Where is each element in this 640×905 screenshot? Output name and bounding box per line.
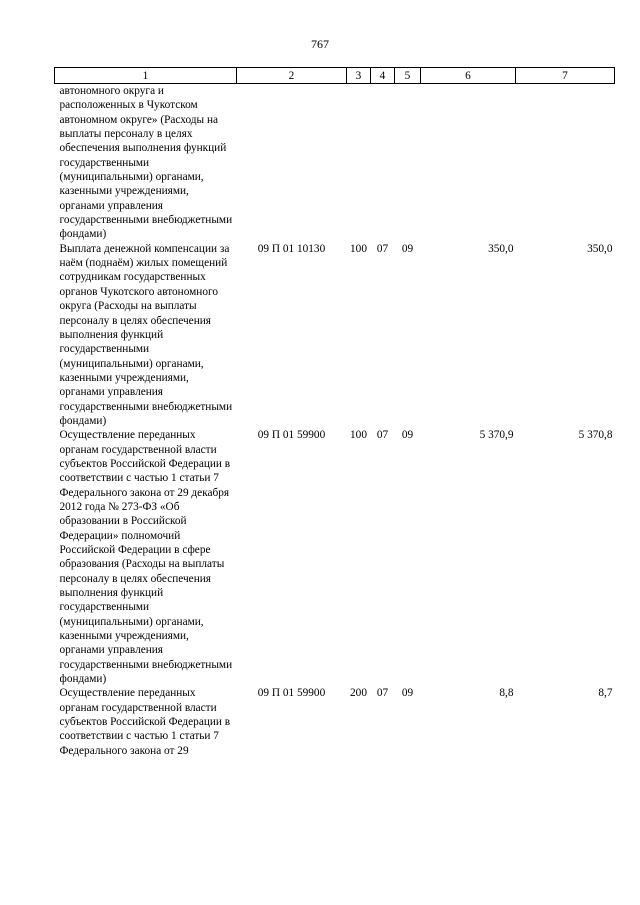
row-subsection: 09 bbox=[401, 687, 414, 700]
row-amount-actual bbox=[516, 84, 615, 242]
table-row bbox=[55, 242, 615, 428]
row-amount-actual: 8,7 bbox=[598, 687, 613, 700]
column-header-2: 2 bbox=[237, 68, 347, 84]
row-subsection: 09 bbox=[401, 429, 414, 442]
column-header-4: 4 bbox=[371, 68, 395, 84]
table-header-row bbox=[55, 68, 615, 84]
row-amount-plan: 350,0 bbox=[488, 242, 514, 255]
row-section: 07 bbox=[376, 687, 389, 700]
budget-table bbox=[54, 67, 615, 758]
row-expense-type: 100 bbox=[350, 429, 367, 442]
column-header-3: 3 bbox=[347, 68, 371, 84]
table-row bbox=[55, 84, 615, 242]
table-row bbox=[55, 686, 615, 758]
row-amount-plan: 8,8 bbox=[499, 687, 514, 700]
row-expense-type: 200 bbox=[350, 687, 367, 700]
table-row bbox=[55, 428, 615, 686]
row-section: 07 bbox=[376, 242, 389, 255]
row-subsection bbox=[395, 84, 421, 242]
column-header-5: 5 bbox=[395, 68, 421, 84]
row-amount-actual: 350,0 bbox=[587, 242, 613, 255]
row-description: Осуществление переданных органам государственной власти субъектов Российской Федерации в соответствии с частью 1 статьи 7 Федерального закона от 29 декабря 2012 года № 273-ФЗ «Об образовании в Российской Федерации» полномочий Российской Федерации в сфере образования (Расходы на выплаты персоналу в целях обеспечения выполнения функций государственными (муниципальными) органами, казенными учреждениями, органами управления государственными внебюджетными фондами) bbox=[59, 429, 233, 686]
row-target-code: 09 П 01 59900 bbox=[257, 429, 326, 442]
row-amount-plan bbox=[421, 84, 516, 242]
row-subsection: 09 bbox=[401, 242, 414, 255]
row-amount-plan: 5 370,9 bbox=[479, 429, 514, 442]
column-header-6: 6 bbox=[421, 68, 516, 84]
row-target-code bbox=[237, 84, 347, 242]
column-header-1: 1 bbox=[55, 68, 237, 84]
column-header-7: 7 bbox=[516, 68, 615, 84]
row-amount-actual: 5 370,8 bbox=[578, 429, 613, 442]
row-description: автономного округа и расположенных в Чукотском автономном округе» (Расходы на выплаты персоналу в целях обеспечения выполнения функций государственными (муниципальными) органами, казенными учреждениями, органами управления государственными внебюджетными фондами) bbox=[59, 85, 233, 241]
row-expense-type: 100 bbox=[350, 242, 367, 255]
row-description: Выплата денежной компенсации за наём (поднаём) жилых помещений сотрудникам государственных органов Чукотского автономного округа (Расходы на выплаты персоналу в целях обеспечения выполнения функций государственными (муниципальными) органами, казенными учреждениями, органами управления государственными внебюджетными фондами) bbox=[59, 242, 233, 427]
row-target-code: 09 П 01 59900 bbox=[257, 687, 326, 700]
row-target-code: 09 П 01 10130 bbox=[257, 242, 326, 255]
row-section: 07 bbox=[376, 429, 389, 442]
row-expense-type bbox=[347, 84, 371, 242]
page-number: 767 bbox=[311, 37, 329, 51]
row-section bbox=[371, 84, 395, 242]
row-description: Осуществление переданных органам государственной власти субъектов Российской Федерации в соответствии с частью 1 статьи 7 Федерального закона от 29 bbox=[59, 687, 231, 757]
